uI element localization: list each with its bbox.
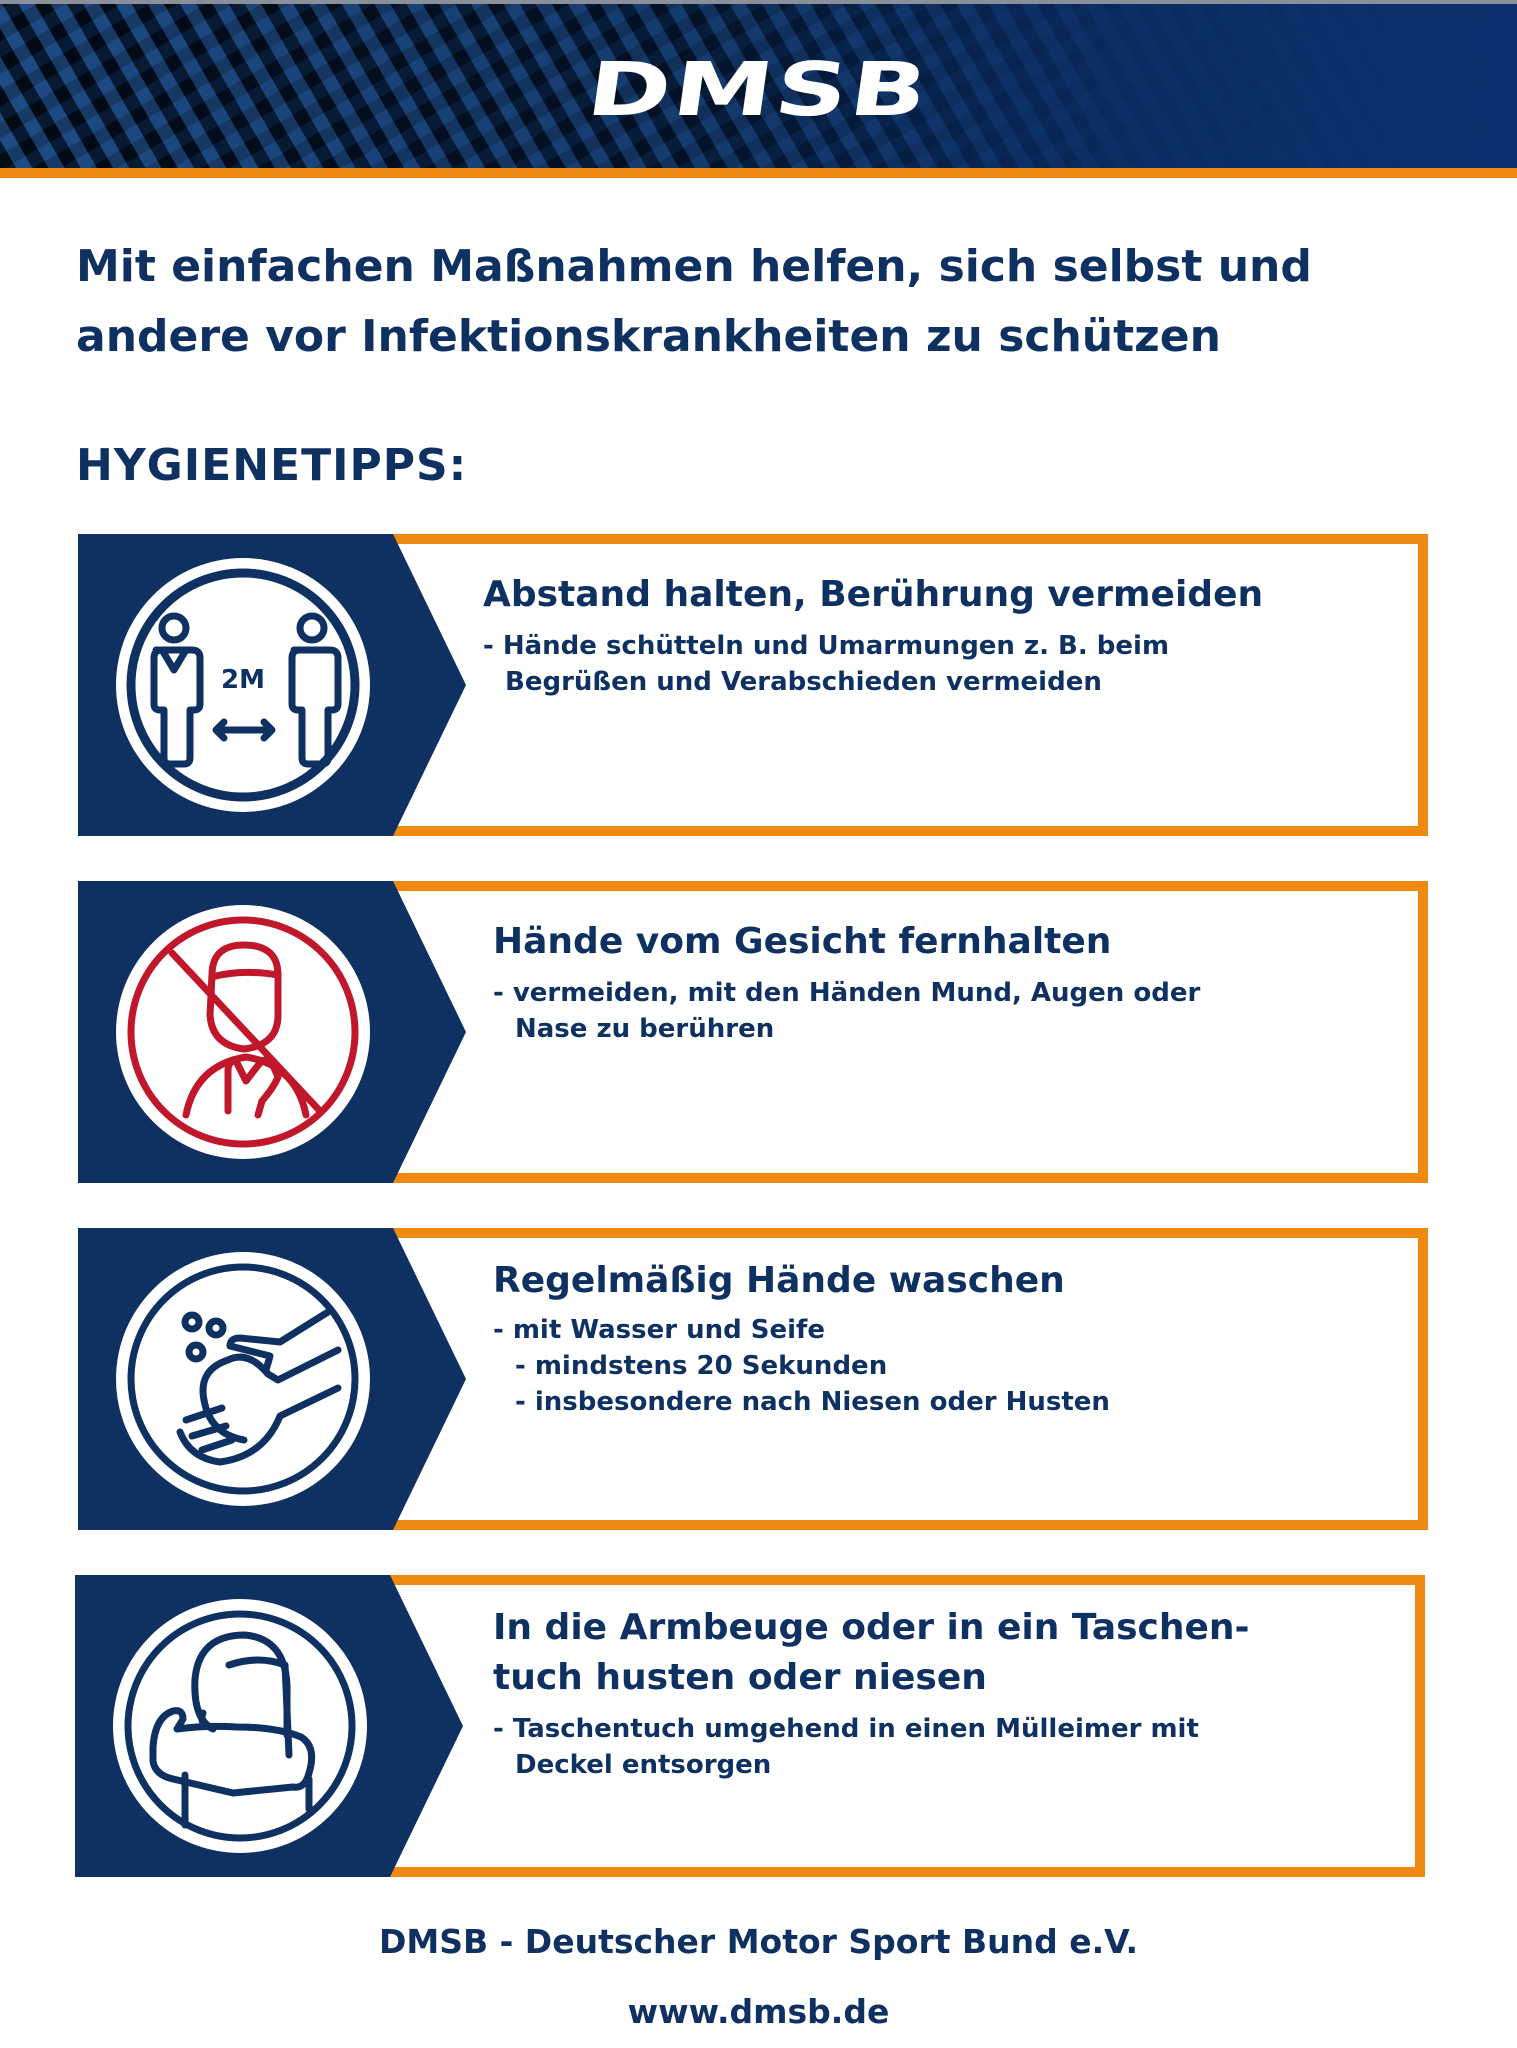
tip-text	[493, 917, 1398, 1047]
tip-title: In die Armbeuge oder in ein Taschen- tuch husten oder niesen	[493, 1607, 1250, 1698]
tip-card-cough	[75, 1575, 1425, 1877]
section-title: HYGIENETIPPS:	[76, 440, 468, 491]
tip-text	[493, 1603, 1395, 1783]
tip-title: Hände vom Gesicht fernhalten	[493, 921, 1112, 962]
distance-2m-icon	[116, 558, 370, 812]
header-banner	[0, 0, 1517, 168]
tip-card-handwashing	[78, 1228, 1428, 1530]
intro-line-1: Mit einfachen Maßnahmen helfen, sich selbst und	[76, 241, 1312, 292]
hand-washing-icon	[116, 1252, 370, 1506]
intro-headline	[76, 232, 1456, 372]
tip-card-distance	[78, 534, 1428, 836]
tip-bullet: - Hände schütteln und Umarmungen z. B. beim Begrüßen und Verabschieden vermeiden	[483, 631, 1170, 697]
footer-organization: DMSB - Deutscher Motor Sport Bund e.V.	[378, 1922, 1139, 1961]
footer-website-link[interactable]: www.dmsb.de	[627, 1992, 890, 2031]
no-face-touching-icon	[116, 905, 370, 1159]
tip-title: Abstand halten, Berührung vermeiden	[483, 574, 1264, 615]
tip-text	[493, 1256, 1398, 1420]
tip-bullet: - Taschentuch umgehend in einen Mülleimer mit Deckel entsorgen	[493, 1714, 1199, 1780]
tip-card-face	[78, 881, 1428, 1183]
svg-text:2M: 2M	[221, 665, 265, 695]
tip-bullet: - mit Wasser und Seife - mindstens 20 Sekunden - insbesondere nach Niesen oder Husten	[493, 1315, 1110, 1417]
tip-text	[483, 570, 1398, 700]
cough-into-elbow-icon	[113, 1599, 367, 1853]
dmsb-logo: DMSB	[581, 47, 936, 133]
tip-bullet: - vermeiden, mit den Händen Mund, Augen oder Nase zu berühren	[493, 978, 1201, 1044]
intro-line-2: andere vor Infektionskrankheiten zu schützen	[76, 311, 1221, 362]
header-orange-stripe	[0, 168, 1517, 178]
tip-title: Regelmäßig Hände waschen	[493, 1260, 1065, 1301]
